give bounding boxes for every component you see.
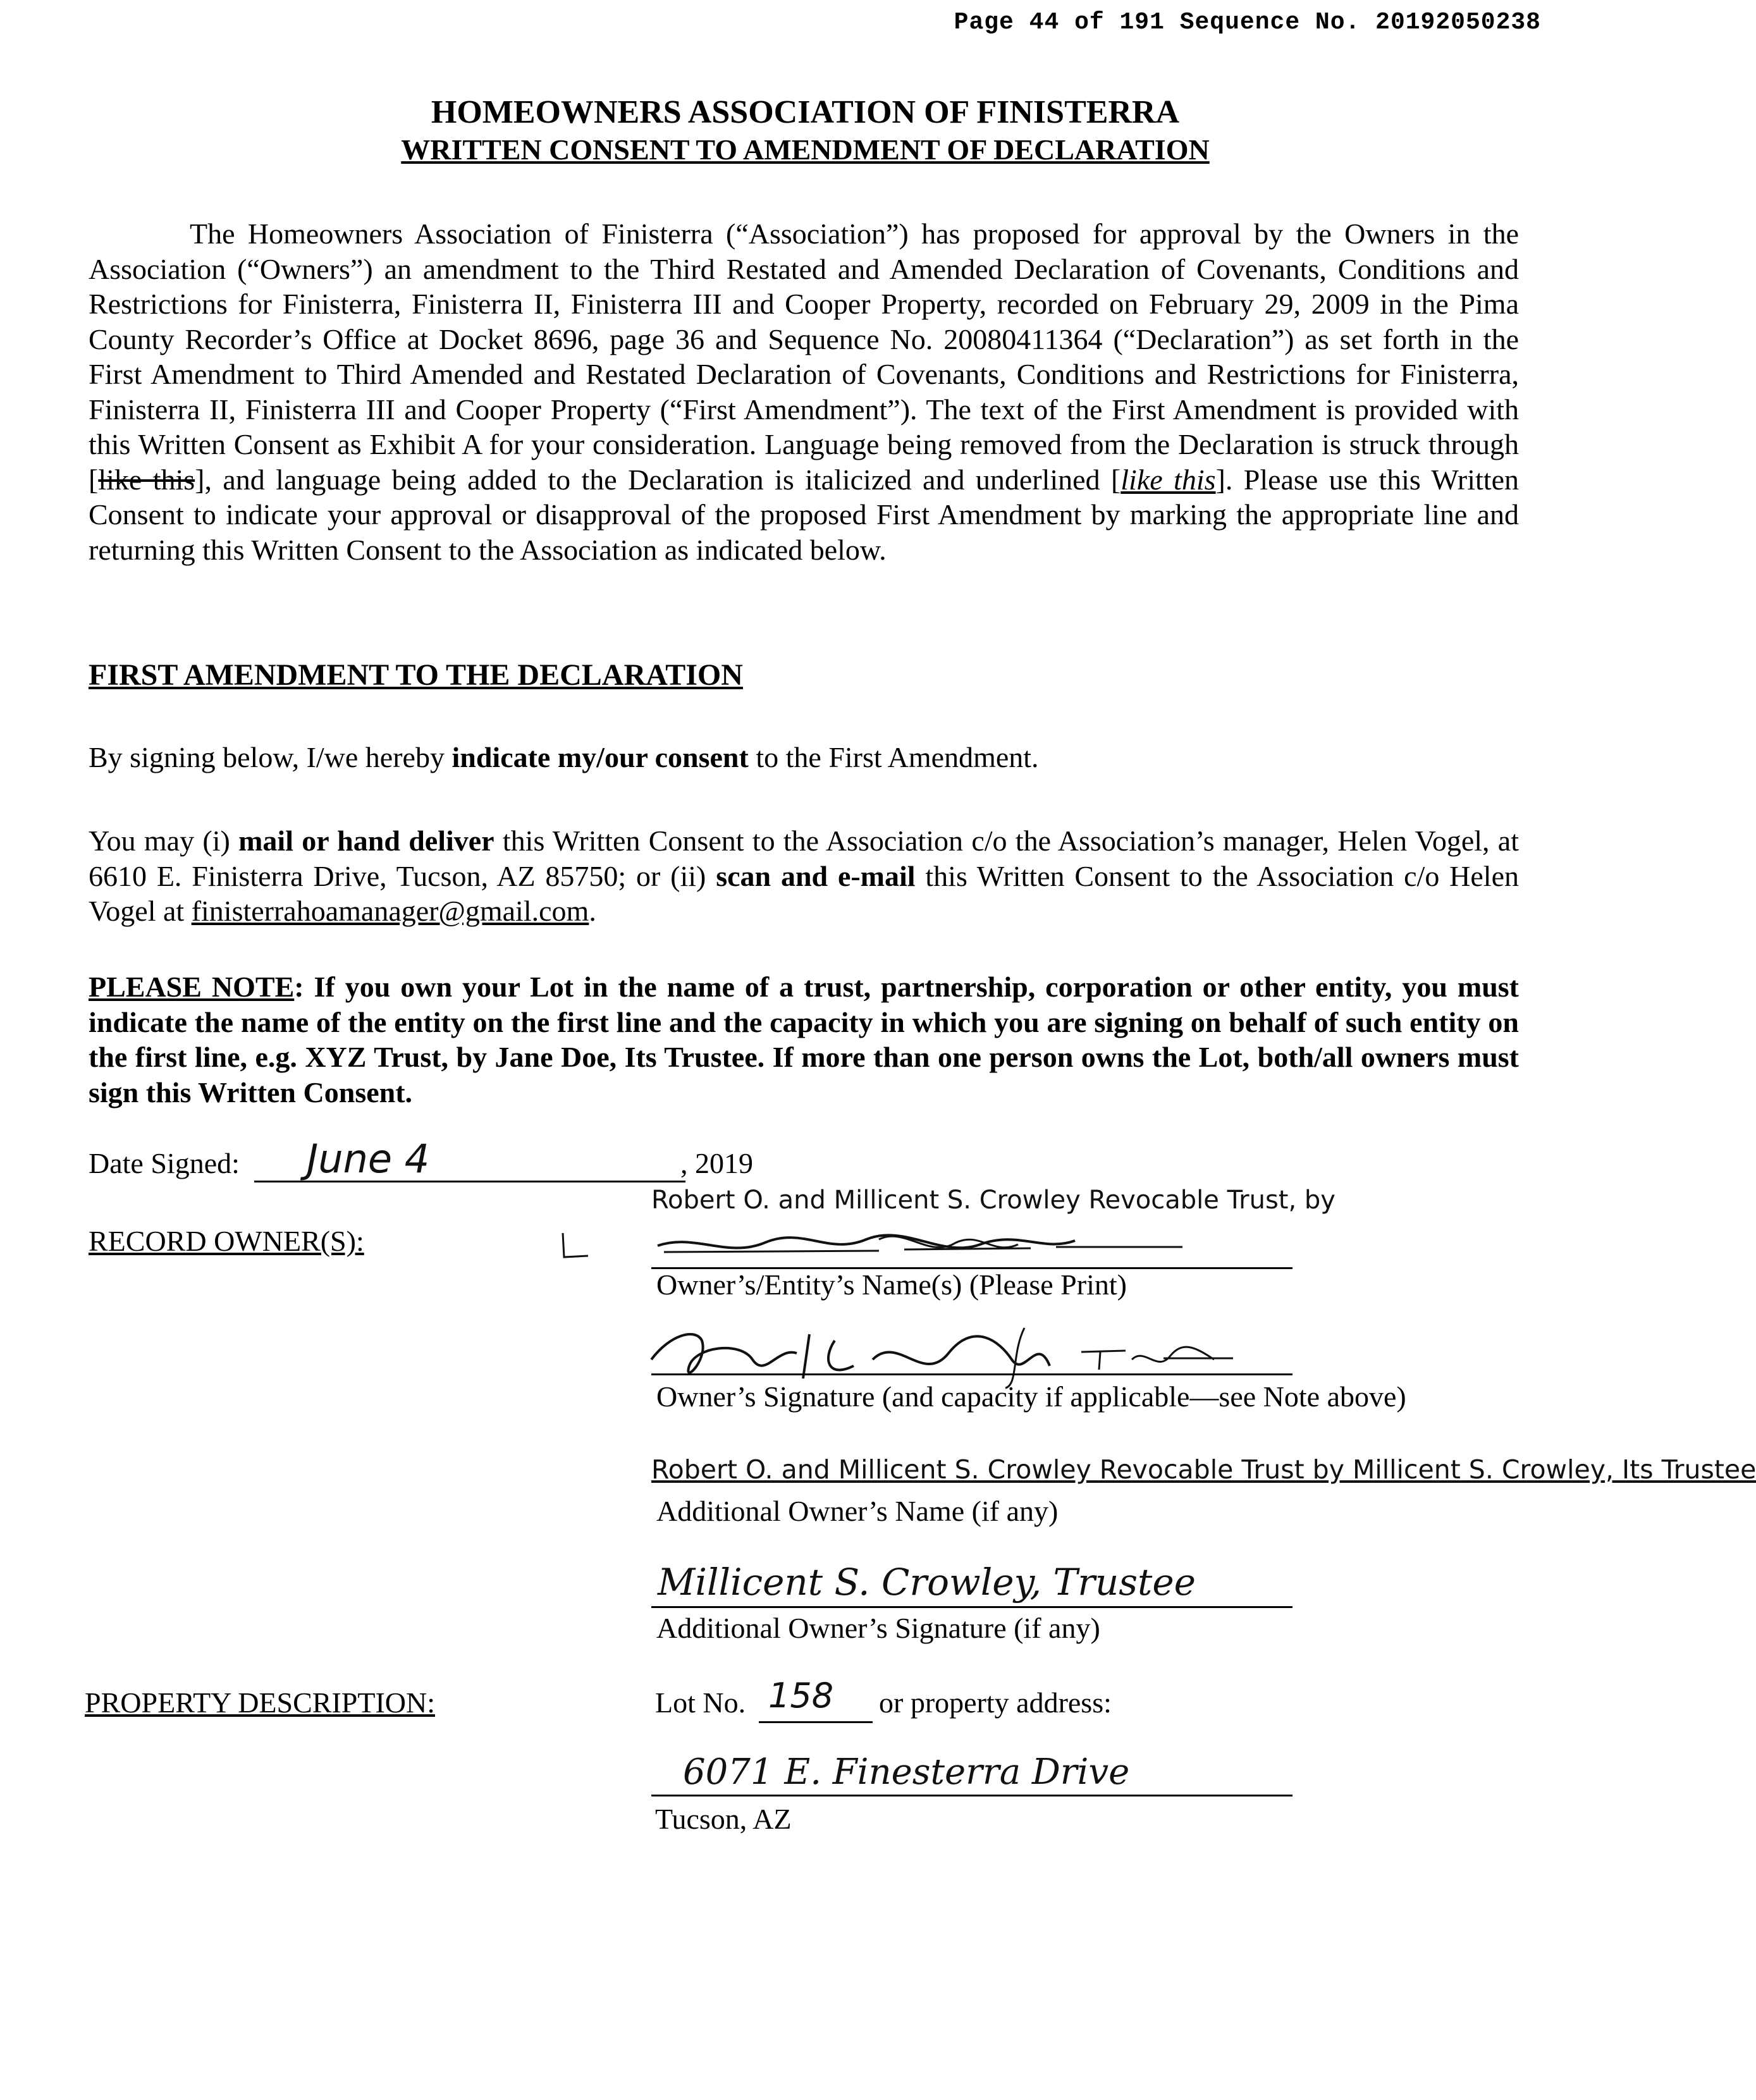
- delivery-text-3: this Written Consent to the Association c/o Helen Vogel at: [89, 859, 1519, 927]
- lot-number-handwritten: 158: [768, 1676, 834, 1716]
- delivery-bold-2: scan and e-mail: [716, 859, 916, 892]
- lot-number-line[interactable]: [759, 1721, 873, 1723]
- delivery-text-1: You may (i): [89, 825, 239, 857]
- page-sequence-header: Page 44 of 191 Sequence No. 20192050238: [954, 9, 1541, 36]
- additional-owner-name-handwritten: Robert O. and Millicent S. Crowley Revocable Trust by Millicent S. Crowley, Its Trustee: [651, 1454, 1756, 1485]
- lot-number-label: Lot No.: [655, 1686, 746, 1719]
- please-note-label: PLEASE NOTE: [89, 971, 295, 1003]
- delivery-text-4: .: [589, 895, 596, 927]
- consent-prefix: By signing below, I/we hereby: [89, 741, 452, 773]
- intro-text-c: ]. Please use this Written Consent to indicate your approval or disapproval of the proposed First Amendment by marking the appropriate line and returning this Written Consent to the Association as indicated below.: [89, 463, 1519, 566]
- additional-owner-signature-caption: Additional Owner’s Signature (if any): [656, 1612, 1100, 1644]
- document-subtitle: WRITTEN CONSENT TO AMENDMENT OF DECLARATION: [401, 133, 1210, 166]
- date-year: , 2019: [680, 1147, 753, 1179]
- section-heading: FIRST AMENDMENT TO THE DECLARATION: [89, 658, 743, 692]
- document-title: HOMEOWNERS ASSOCIATION OF FINISTERRA: [431, 94, 1180, 130]
- owner-entity-handwritten: Robert O. and Millicent S. Crowley Revocable Trust, by: [651, 1186, 1335, 1215]
- consent-suffix: to the First Amendment.: [748, 741, 1039, 773]
- struck-example: like this: [98, 463, 195, 496]
- property-address-handwritten: 6071 E. Finesterra Drive: [683, 1752, 1130, 1793]
- please-note-paragraph: [89, 969, 1519, 1110]
- date-signed-label: Date Signed:: [89, 1147, 240, 1179]
- property-city: Tucson, AZ: [655, 1803, 792, 1835]
- property-address-label: or property address:: [879, 1686, 1112, 1719]
- property-address-line[interactable]: [651, 1795, 1292, 1796]
- consent-statement: [89, 740, 1519, 775]
- property-description-label: PROPERTY DESCRIPTION:: [85, 1686, 435, 1719]
- owner-signature-line[interactable]: [651, 1373, 1292, 1375]
- intro-text-a: The Homeowners Association of Finisterra (“Association”) has proposed for approval by the Owners in the Association (“Owners”) an amendment to the Third Restated and Amended Declaration of Covenants, Conditions and Restrictions for Finisterra, Finisterra II, Finisterra III and Cooper Property, recorded on February 29, 2009 in the Pima County Recorder’s Office at Docket 8696, page 36 and Sequence No. 20080411364 (“Declaration”) as set forth in the First Amendment to Third Amended and Restated Declaration of Covenants, Conditions and Restrictions for Finisterra, Finisterra II, Finisterra III and Cooper Property (“First Amendment”). The text of the First Amendment is provided with this Written Consent as Exhibit A for your consideration. Language being removed from the Declaration is struck through [: [89, 218, 1519, 496]
- please-note-text: : If you own your Lot in the name of a trust, partnership, corporation or other entity, you must indicate the name of the entity on the first line and the capacity in which you are signing on behalf of such entity on the first line, e.g. XYZ Trust, by Jane Doe, Its Trustee. If more than one person owns the Lot, both/all owners must sign this Written Consent.: [89, 971, 1519, 1108]
- delivery-paragraph: [89, 823, 1519, 929]
- delivery-text-2: this Written Consent to the Association c/o the Association’s manager, Helen Vogel, at 6610 E. Finisterra Drive, Tucson, AZ 85750; or (ii): [89, 825, 1519, 892]
- added-example: like this: [1121, 463, 1216, 496]
- additional-owner-signature-handwritten: Millicent S. Crowley, Trustee: [658, 1561, 1196, 1604]
- record-owners-label: RECORD OWNER(S):: [89, 1225, 364, 1257]
- owner-entity-caption: Owner’s/Entity’s Name(s) (Please Print): [656, 1268, 1127, 1301]
- consent-bold: indicate my/our consent: [451, 741, 749, 773]
- intro-text-b: ], and language being added to the Declaration is italicized and underlined [: [195, 463, 1121, 496]
- email-link[interactable]: finisterrahoamanager@gmail.com: [191, 895, 589, 927]
- delivery-bold-1: mail or hand deliver: [238, 825, 494, 857]
- owner-signature-caption: Owner’s Signature (and capacity if applicable—see Note above): [656, 1380, 1406, 1413]
- additional-owner-signature-line[interactable]: [651, 1606, 1292, 1608]
- additional-owner-name-caption: Additional Owner’s Name (if any): [656, 1495, 1059, 1527]
- date-handwritten: June 4: [307, 1136, 430, 1182]
- intro-paragraph: [89, 216, 1519, 567]
